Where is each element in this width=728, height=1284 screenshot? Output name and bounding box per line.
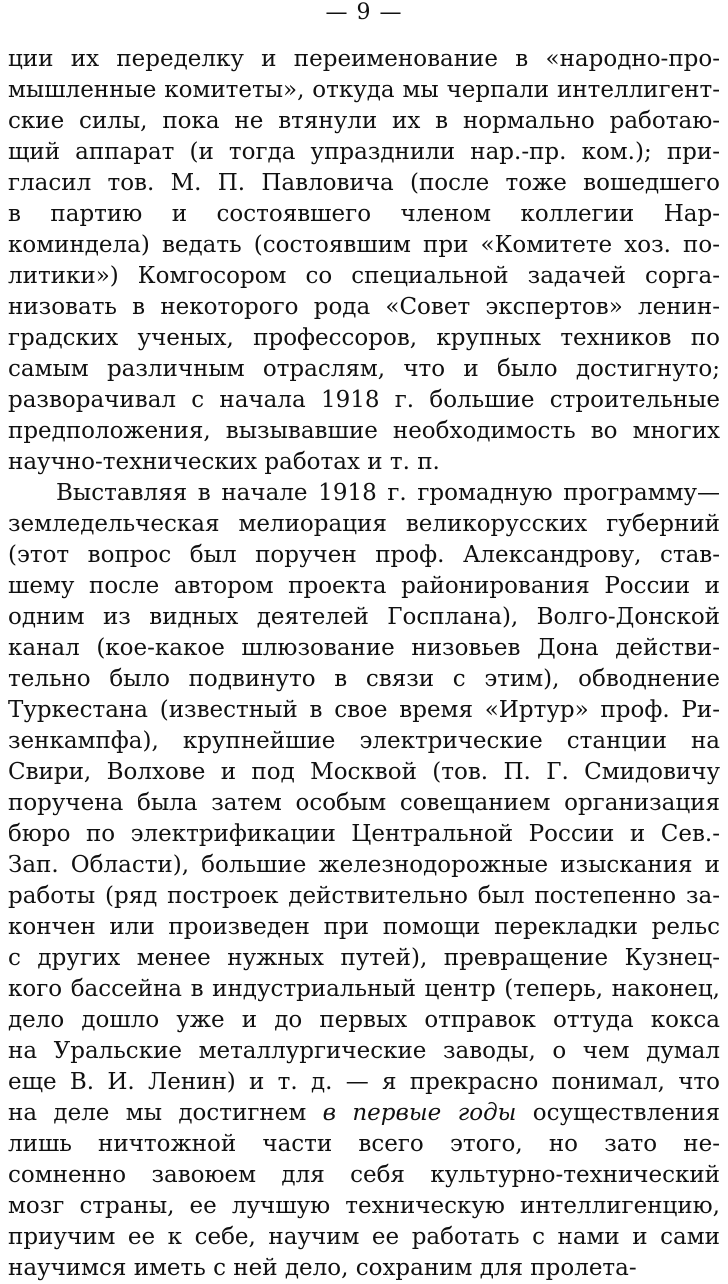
text-line: тельно было подвинуто в связи с этим), обводнение	[8, 666, 720, 692]
text-line: на деле мы достигнем в первые годы осуществления	[8, 1100, 720, 1126]
text-line: Выставляя в начале 1918 г. громадную программу—	[56, 480, 720, 506]
text-line: еще В. И. Ленин) и т. д. — я прекрасно понимал, что	[8, 1069, 720, 1095]
text-line: кого бассейна в индустриальный центр (теперь, наконец,	[8, 976, 720, 1002]
page-number: — 9 —	[325, 0, 403, 25]
paragraph-1	[8, 44, 720, 478]
text-line: Свири, Волхове и под Москвой (тов. П. Г. Смидовичу	[8, 759, 720, 785]
text-line: научимся иметь с ней дело, сохраним для пролета-	[8, 1255, 637, 1281]
paragraph-2	[8, 478, 720, 1284]
text-line: щий аппарат (и тогда упразднили нар.-пр. ком.); при-	[8, 139, 720, 165]
text-line: (этот вопрос был поручен проф. Александрову, став-	[8, 542, 720, 568]
text-line: сомненно завоюем для себя культурно-технический	[8, 1162, 720, 1188]
text-line: гласил тов. М. П. Павловича (после тоже вошедшего	[8, 170, 720, 196]
text-line: в партию и состоявшего членом коллегии Нар-	[8, 201, 720, 227]
text-line: Зап. Области), большие железнодорожные изыскания и	[8, 852, 720, 878]
text-line: ции их переделку и переименование в «народно-про-	[8, 46, 720, 72]
text-line: зенкампфа), крупнейшие электрические станции на	[8, 728, 720, 754]
text-line: с других менее нужных путей), превращение Кузнец-	[8, 945, 720, 971]
text-line: кончен или произведен при помощи перекладки рельс	[8, 914, 720, 940]
text-line: мозг страны, ее лучшую техническую интеллигенцию,	[8, 1193, 720, 1219]
text-line: мышленные комитеты», откуда мы черпали интеллигент-	[8, 77, 720, 103]
text-line: приучим ее к себе, научим ее работать с нами и сами	[8, 1224, 720, 1250]
text-line: научно-технических работах и т. п.	[8, 449, 440, 475]
text-line: Туркестана (известный в свое время «Иртур» проф. Ри-	[8, 697, 720, 723]
text-line: лишь ничтожной части всего этого, но зато не-	[8, 1131, 720, 1157]
text-line: ские силы, пока не втянули их в нормально работаю-	[8, 108, 720, 134]
text-line: низовать в некоторого рода «Совет экспертов» ленин-	[8, 294, 720, 320]
text-line: земледельческая мелиорация великорусских губерний	[8, 511, 720, 537]
text-line: работы (ряд построек действительно был постепенно за-	[8, 883, 720, 909]
text-line: шему после автором проекта районирования России и	[8, 573, 720, 599]
text-line: на Уральские металлургические заводы, о чем думал	[8, 1038, 720, 1064]
text-line: коминдела) ведать (состоявшим при «Комитете хоз. по-	[8, 232, 720, 258]
text-line: градских ученых, профессоров, крупных техников по	[8, 325, 720, 351]
text-line: поручена была затем особым совещанием организация	[8, 790, 720, 816]
text-line: литики») Комгосором со специальной задачей сорга-	[8, 263, 720, 289]
text-line: дело дошло уже и до первых отправок оттуда кокса	[8, 1007, 720, 1033]
text-line: бюро по электрификации Центральной России и Сев.-	[8, 821, 720, 847]
text-line: канал (кое-какое шлюзование низовьев Дона действи-	[8, 635, 720, 661]
text-line: одним из видных деятелей Госплана), Волго-Донской	[8, 604, 720, 630]
text-line: самым различным отраслям, что и было достигнуто;	[8, 356, 720, 382]
text-line: разворачивал с начала 1918 г. большие строительные	[8, 387, 720, 413]
text-line: предположения, вызывавшие необходимость во многих	[8, 418, 720, 444]
body-text	[8, 44, 720, 1284]
